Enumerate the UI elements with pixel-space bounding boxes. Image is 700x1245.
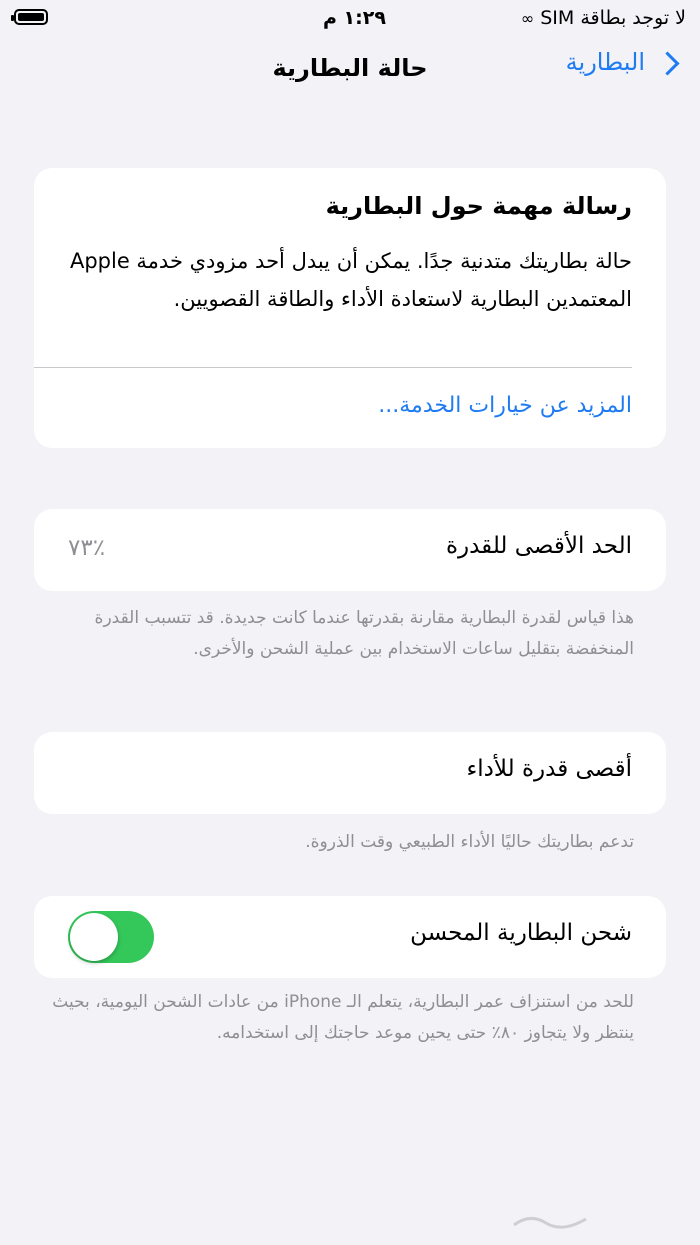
max-capacity-label: الحد الأقصى للقدرة (445, 533, 632, 559)
status-carrier (521, 7, 686, 29)
back-label: البطارية (565, 48, 645, 76)
battery-icon (14, 9, 48, 25)
back-button[interactable] (566, 48, 676, 76)
peak-performance-footnote: تدعم بطاريتك حاليًا الأداء الطبيعي وقت الذروة. (305, 832, 634, 852)
max-capacity-value: ٪٧٣ (68, 535, 106, 561)
optimized-charging-row (34, 896, 666, 978)
service-options-link[interactable]: المزيد عن خيارات الخدمة... (378, 393, 632, 418)
max-capacity-footnote: هذا قياس لقدرة البطارية مقارنة بقدرتها عندما كانت جديدة. قد تتسبب القدرة المنخفضة بتقليل ساعات الاستخدام بين عملية الشحن والأخرى. (94, 608, 634, 659)
toggle-knob (70, 913, 118, 961)
watermark-logo (510, 1209, 590, 1231)
divider (34, 367, 632, 368)
message-title: رسالة مهمة حول البطارية (325, 192, 632, 220)
peak-performance-label: أقصى قدرة للأداء (466, 756, 632, 782)
optimized-charging-footnote: للحد من استنزاف عمر البطارية، يتعلم الـ iPhone من عادات الشحن اليومية، بحيث ينتظر ولا يتجاوز ٨٠٪ حتى يحين موعد حاجتك إلى استخدامه. (52, 992, 634, 1043)
navigation-bar (0, 48, 700, 94)
carrier-label: لا توجد بطاقة SIM (540, 7, 686, 29)
link-icon: ∞ (520, 8, 535, 28)
page-title-text: حالة البطارية (272, 54, 428, 82)
important-message-card (34, 168, 666, 448)
chevron-right-icon (655, 51, 679, 75)
status-bar (0, 0, 700, 38)
peak-performance-row (34, 732, 666, 814)
optimized-charging-label: شحن البطارية المحسن (410, 920, 632, 946)
max-capacity-row (34, 509, 666, 591)
status-time: ١:٢٩ م (323, 7, 386, 29)
message-body: حالة بطاريتك متدنية جدًا. يمكن أن يبدل أحد مزودي خدمة Apple المعتمدين البطارية لاستعادة الأداء والطاقة القصويين. (69, 249, 632, 311)
optimized-charging-toggle[interactable] (68, 911, 154, 963)
